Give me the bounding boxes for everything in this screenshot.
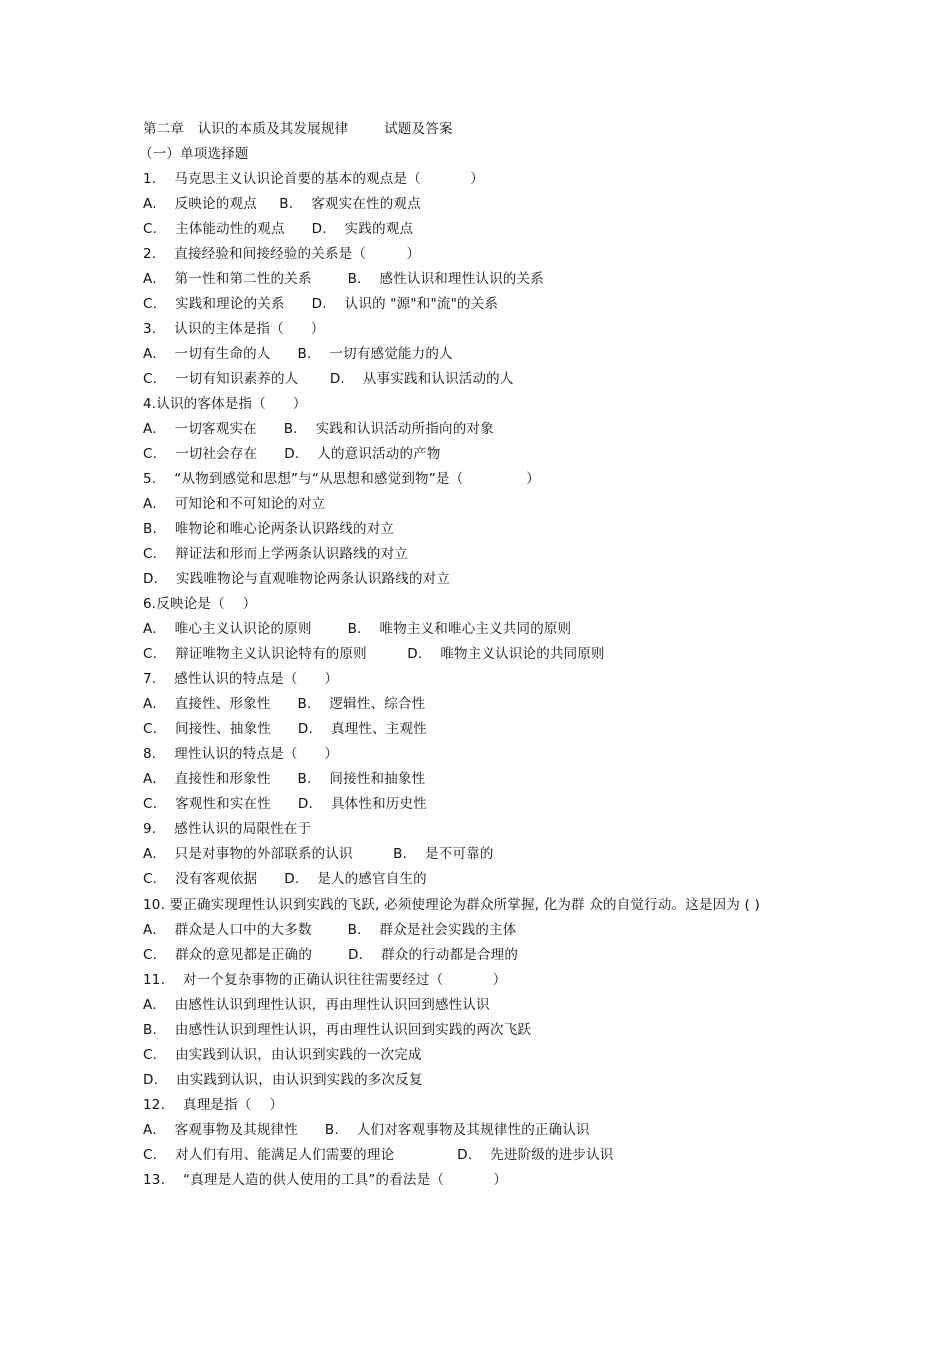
text-line: A. 群众是人口中的大多数 B. 群众是社会实践的主体 bbox=[143, 922, 517, 938]
text-line: D. 由实践到认识，由认识到实践的多次反复 bbox=[143, 1072, 423, 1088]
text-line: 13. “真理是人造的供人使用的工具”的看法是（ ） bbox=[143, 1172, 508, 1188]
document-content bbox=[139, 117, 823, 1193]
text-line: C. 群众的意见都是正确的 D. 群众的行动都是合理的 bbox=[143, 947, 519, 963]
text-line: 8. 理性认识的特点是（ ） bbox=[143, 746, 339, 762]
text-line: B. 由感性认识到理性认识，再由理性认识回到实践的两次飞跃 bbox=[143, 1022, 532, 1038]
text-line: C. 辩证法和形而上学两条认识路线的对立 bbox=[143, 546, 408, 562]
text-line: A. 只是对事物的外部联系的认识 B. 是不可靠的 bbox=[143, 846, 494, 862]
text-line: A. 直接性和形象性 B. 间接性和抽象性 bbox=[143, 771, 426, 787]
text-line: A. 直接性、形象性 B. 逻辑性、综合性 bbox=[143, 696, 426, 712]
chapter-title: 第二章 认识的本质及其发展规律 试题及答案 bbox=[143, 121, 453, 137]
text-line: 3. 认识的主体是指（ ） bbox=[143, 321, 325, 337]
text-line: 7. 感性认识的特点是（ ） bbox=[143, 671, 339, 687]
text-line: A. 由感性认识到理性认识，再由理性认识回到感性认识 bbox=[143, 997, 490, 1013]
text-line: A. 客观事物及其规律性 B. 人们对客观事物及其规律性的正确认识 bbox=[143, 1122, 590, 1138]
text-line: A. 第一性和第二性的关系 B. 感性认识和理性认识的关系 bbox=[143, 271, 544, 287]
section-heading: （一）单项选择题 bbox=[139, 146, 249, 162]
text-line: 2. 直接经验和间接经验的关系是（ ） bbox=[143, 246, 421, 262]
text-line: A. 可知论和不可知论的对立 bbox=[143, 496, 326, 512]
text-line: C. 对人们有用、能满足人们需要的理论 D. 先进阶级的进步认识 bbox=[143, 1147, 614, 1163]
text-line: C. 由实践到认识，由认识到实践的一次完成 bbox=[143, 1047, 422, 1063]
text-line: C. 主体能动性的观点 D. 实践的观点 bbox=[143, 221, 414, 237]
text-line: B. 唯物论和唯心论两条认识路线的对立 bbox=[143, 521, 395, 537]
text-line: C. 间接性、抽象性 D. 真理性、主观性 bbox=[143, 721, 427, 737]
text-line: A. 反映论的观点 B. 客观实在性的观点 bbox=[143, 196, 421, 212]
text-line: 1. 马克思主义认识论首要的基本的观点是（ ） bbox=[143, 171, 484, 187]
text-line: A. 一切客观实在 B. 实践和认识活动所指向的对象 bbox=[143, 421, 494, 437]
text-line: 11. 对一个复杂事物的正确认识往往需要经过（ ） bbox=[143, 972, 507, 988]
text-line: C. 客观性和实在性 D. 具体性和历史性 bbox=[143, 796, 427, 812]
text-line: 5. “从物到感觉和思想”与“从思想和感觉到物”是（ ） bbox=[143, 471, 540, 487]
text-line: 6.反映论是（ ） bbox=[143, 596, 257, 612]
text-line: C. 实践和理论的关系 D. 认识的 "源"和"流"的关系 bbox=[143, 296, 499, 312]
text-line: C. 没有客观依据 D. 是人的感官自生的 bbox=[143, 871, 427, 887]
text-line: 12. 真理是指（ ） bbox=[143, 1097, 284, 1113]
text-line: A. 唯心主义认识论的原则 B. 唯物主义和唯心主义共同的原则 bbox=[143, 621, 572, 637]
text-line: 9. 感性认识的局限性在于 bbox=[143, 821, 312, 837]
text-line: C. 辩证唯物主义认识论特有的原则 D. 唯物主义认识论的共同原则 bbox=[143, 646, 605, 662]
text-line-wrapped: 10. 要正确实现理性认识到实践的飞跃, 必须使理论为群众所掌握, 化为群 众的自觉行动。这是因为 ( ) bbox=[143, 897, 760, 913]
text-line: C. 一切社会存在 D. 人的意识活动的产物 bbox=[143, 446, 441, 462]
text-line: 4.认识的客体是指（ ） bbox=[143, 396, 307, 412]
text-line: A. 一切有生命的人 B. 一切有感觉能力的人 bbox=[143, 346, 453, 362]
text-line: C. 一切有知识素养的人 D. 从事实践和认识活动的人 bbox=[143, 371, 514, 387]
text-line: D. 实践唯物论与直观唯物论两条认识路线的对立 bbox=[143, 571, 451, 587]
